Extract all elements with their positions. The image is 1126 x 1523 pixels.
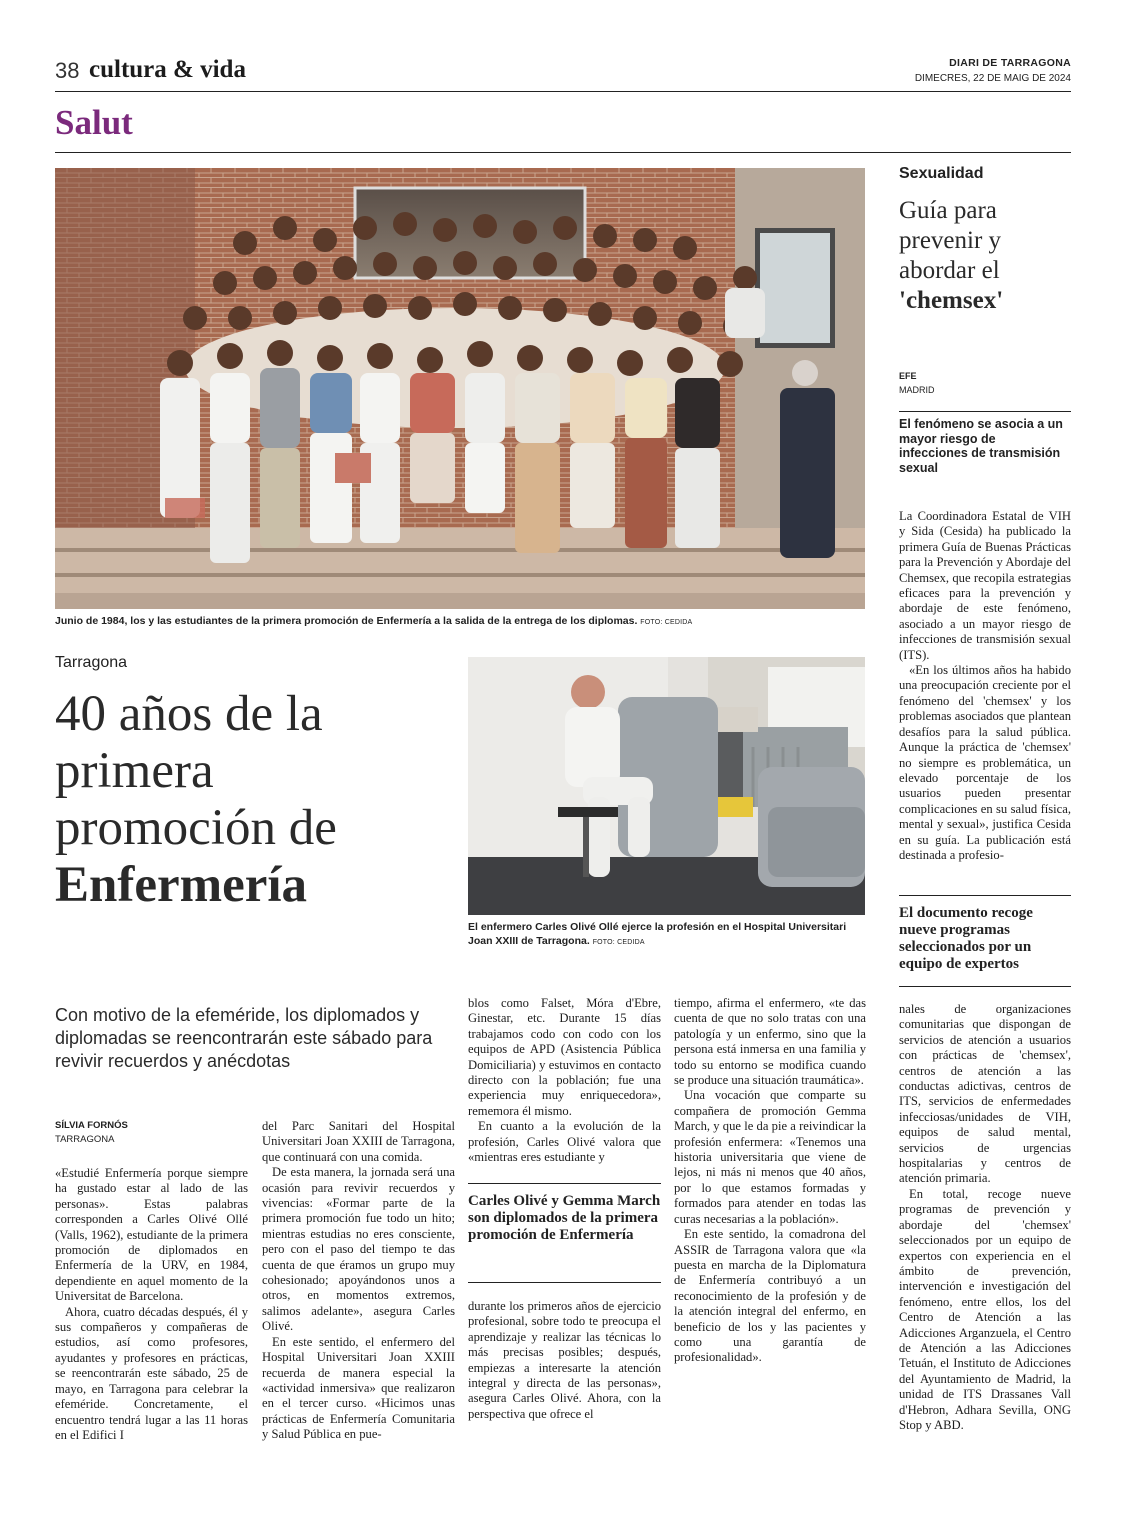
- paragraph: En total, recoge nueve programas de prevención y abordaje del 'chemsex' seleccionados por un equipo de expertos con experiencia en el ámbito de prevención, intervención e investigación del fenómeno, entre ellos, los del Centro de Atención a las Adicciones Arganzuela, el Centro de Atención a las Adicciones Tetuán, el Instituto de Adicciones del Ayuntamiento de Madrid, la unidad de ITS Drassanes Vall d'Hebron, Adhara Sevilla, ONG Stop y ABD.: [899, 1186, 1071, 1432]
- paragraph: En cuanto a la evolución de la profesión, Carles Olivé valora que «mientras eres estudiante y: [468, 1119, 661, 1165]
- headline-line-2: primera: [55, 743, 214, 799]
- paragraph: La Coordinadora Estatal de VIH y Sida (Cesida) ha publicado la primera Guía de Buenas Prácticas para la Prevención y Abordaje del Chemsex, que recopila estrategias eficaces para la prevención y abordaje de este fenómeno, asociado a un mayor riesgo de infecciones de transmisión sexual (ITS).: [899, 509, 1071, 662]
- paragraph: durante los primeros años de ejercicio profesional, sobre todo te preocupa el aprendizaje y realizar las técnicas lo más precisas posibles; después, empiezas a interesarte la atención integral y directa de las personas», asegura Carles Olivé. Ahora, con la perspectiva que ofrece el: [468, 1299, 661, 1421]
- sidebar-deck: El fenómeno se asocia a un mayor riesgo de infecciones de transmisión sexual: [899, 417, 1063, 475]
- headline-line-3: promoción de: [55, 800, 337, 856]
- headline-line-1: 40 años de la: [55, 686, 323, 742]
- sidebar-pull-bottom-rule: [899, 986, 1071, 987]
- issue-date: DIMECRES, 22 DE MAIG DE 2024: [914, 73, 1071, 84]
- byline: [55, 1119, 128, 1147]
- subsection-rule: [55, 152, 1071, 153]
- paragraph: Una vocación que comparte su compañera de promoción Gemma March, y que le da pie a reivindicar la profesión enfermera: «Tenemos una historia universitaria que viene de lejos, ni más ni menos que 40 años, por lo que estamos formadas y formados para atender en todas las curas necesarias a la población».: [674, 1088, 866, 1226]
- standfirst: Con motivo de la efeméride, los diplomados y diplomadas se reencontrarán este sábado para revivir recuerdos y anécdotas: [55, 1005, 433, 1071]
- header-rule: [55, 91, 1071, 92]
- sidebar-column-top: [899, 509, 1071, 863]
- paragraph: Ahora, cuatro décadas después, él y sus compañeros y compañeras de estudios, así como profesores, ayudantes y profesores en prácticas, se reencontrarán este sábado, 25 de mayo, en Tarragona para celebrar la efeméride. Concretamente, el encuentro tendrá lugar a las 11 horas en el Edifici I: [55, 1304, 248, 1442]
- sidebar-column-bottom: [899, 1002, 1071, 1433]
- group-photo-caption: [55, 615, 875, 630]
- paragraph: blos como Falset, Móra d'Ebre, Ginestar, etc. Durante 15 días trabajamos codo con codo con los equipos de APD (Asistencia Pública Domiciliaria) y estuvimos en contacto directo con la población; fue una experiencia muy enriquecedora», rememora él mismo.: [468, 996, 661, 1118]
- sidebar-dateline: MADRID: [899, 385, 935, 395]
- nurse-photo: [468, 657, 865, 915]
- newspaper-name: DIARI DE TARRAGONA: [949, 57, 1071, 69]
- pullquote-bottom-rule: [468, 1282, 661, 1283]
- article-column-3-top: [468, 996, 661, 1165]
- article-column-4: [674, 996, 866, 1366]
- paragraph: «Estudié Enfermería porque siempre ha gustado estar al lado de las personas». Estas palabras corresponden a Carles Olivé Ollé (Valls, 1962), estudiante de la primera promoción de diplomados en Enfermería de la URV, en 1984, dependiente en aquel momento de la Universitat de Barcelona.: [55, 1166, 248, 1304]
- sidebar-byline: [899, 369, 935, 397]
- article-column-3-bottom: [468, 1299, 661, 1422]
- paragraph: En este sentido, la comadrona del ASSIR de Tarragona valora que «la puesta en marcha de la Diplomatura de Enfermería contribuyó a un reconocimiento de la profesión y de la atención integral del enfermo, en beneficio de los y las pacientes y como una garantía de profesionalidad».: [674, 1227, 866, 1365]
- nurse-photo-caption: [468, 921, 868, 949]
- author-name: SÍLVIA FORNÓS: [55, 1120, 128, 1131]
- group-photo: [55, 168, 865, 609]
- sidebar-kicker: Sexualidad: [899, 165, 984, 182]
- sidebar-headline-line-3: abordar el: [899, 257, 1000, 284]
- subsection-title: Salut: [55, 103, 133, 142]
- caption2-text: El enfermero Carles Olivé Ollé ejerce la profesión en el Hospital Universitari Joan XXIII de Tarragona.: [468, 921, 847, 947]
- sidebar-headline-line-1: Guía para: [899, 197, 997, 224]
- paragraph: De esta manera, la jornada será una ocasión para revivir recuerdos y vivencias: «Formar parte de la primera promoción fue todo un hito; mientras estudias no eres consciente, pero con el paso del tiempo te das cuenta de que éramos un grupo muy cohesionado; apoyándonos unos a otros, en momentos extremos, salimos adelante», asegura Carles Olivé.: [262, 1165, 455, 1334]
- dateline: TARRAGONA: [55, 1134, 115, 1145]
- article-column-1: [55, 1166, 248, 1443]
- article-headline: [55, 686, 465, 914]
- paragraph: del Parc Sanitari del Hospital Universitari Joan XXIII de Tarragona, que continuará con una comida.: [262, 1119, 455, 1164]
- paragraph: «En los últimos años ha habido una preocupación creciente por el fenómeno del 'chemsex' y los problemas asociados que plantean desafíos para la salud pública. Aunque la práctica de 'chemsex' no siempre es problemática, un elevado porcentaje de los usuarios pueden presentar complicaciones en su salud física, mental y sexual», justifica Cesida en su guía. La publicación está destinada a profesio-: [899, 663, 1071, 862]
- paragraph: tiempo, afirma el enfermero, «te das cuenta de que no solo tratas con una patología y un enfermo, sino que la persona está inmersa en una familia y todo su entorno se modifica cuando se produce una situación traumática».: [674, 996, 866, 1088]
- agency-name: EFE: [899, 371, 917, 381]
- paragraph: En este sentido, el enfermero del Hospital Universitari Joan XXIII recuerda de manera especial la «actividad inmersiva» que realizaron en el tercer curso. «Hicimos unas prácticas de Enfermería Comunitaria y Salud Pública en pue-: [262, 1334, 455, 1442]
- article-column-2: [262, 1119, 455, 1443]
- paragraph: nales de organizaciones comunitarias que dispongan de servicios de atención a usuarios con prácticas de 'chemsex', centros de atención a las conductas adictivas, centros de ITS, servicios de enfermedades infecciosas/unidades de VIH, equipos de salud mental, servicios de urgencias hospitalarias y centros de atención primaria.: [899, 1002, 1071, 1186]
- pullquote-top-rule: [468, 1183, 661, 1184]
- photo2-credit: FOTO: CEDIDA: [592, 938, 645, 946]
- sidebar-pull-top-rule: [899, 895, 1071, 896]
- article-kicker: Tarragona: [55, 654, 128, 671]
- section-name: cultura & vida: [89, 56, 246, 83]
- sidebar-headline-line-2: prevenir y: [899, 227, 1002, 254]
- page-header: [55, 56, 1071, 92]
- sidebar-headline: [899, 196, 1074, 316]
- page-number: 38: [55, 58, 80, 83]
- sidebar-deck-rule: [899, 411, 1071, 412]
- photo-credit: FOTO: CEDIDA: [640, 619, 693, 626]
- headline-bold: Enfermería: [55, 857, 308, 913]
- sidebar-pull-quote: El documento recoge nueve programas seleccionados por un equipo de expertos: [899, 905, 1033, 972]
- sidebar-headline-bold: 'chemsex': [899, 287, 1004, 314]
- pull-quote: Carles Olivé y Gemma March son diplomados de la primera promoción de Enfermería: [468, 1193, 661, 1243]
- caption-text: Junio de 1984, los y las estudiantes de la primera promoción de Enfermería a la salida de la entrega de los diplomas.: [55, 615, 638, 627]
